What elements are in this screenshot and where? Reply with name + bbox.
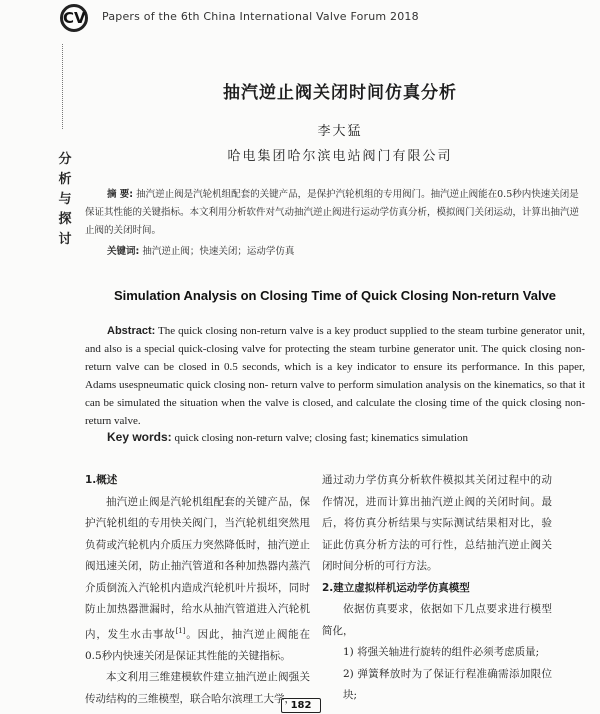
- abstract-en-text: The quick closing non-return valve is a key product supplied to the steam turbine generator unit, and also is a special quick-closing valve for protecting the steam turbine generator unit. The quick closing non-return valve can be closed in 0.5 seconds, which is a key indicator to ensure its performance. In this paper, Adams usespneumatic quick closing non- return valve to perform simulation analysis on the kinematics, so that it can be simulated the situation when the valve is closed, and calculate the closing time of the quick closing non-return valve.: [85, 325, 585, 427]
- body-right-column: [322, 470, 552, 707]
- category-char: 析: [58, 172, 72, 187]
- section-1-paragraph-2: 本文利用三维建模软件建立抽汽逆止阀强关传动结构的三维模型，联合哈尔滨理工大学，: [85, 671, 310, 705]
- author-name: 李大猛: [317, 124, 363, 139]
- section-2-heading: 2.建立虚拟样机运动学仿真模型: [322, 581, 470, 594]
- category-label: [58, 150, 72, 250]
- section-1-paragraph-1: 抽汽逆止阀是汽轮机组配套的关键产品，保护汽轮机组的专用快关阀门，当汽轮机组突然甩负荷或汽轮机内介质压力突然降低时，抽汽逆止阀迅速关闭，防止抽汽管道和各种加热器内蒸汽介质倒流入汽轮机内造成汽轮机叶片损坏，同时防止加热器泄漏时，给水从抽汽管道进入汽轮机内，发生水击事故[1]。因此，抽汽逆止阀能在0.5秒内快速关闭是保证其性能的关键指标。: [85, 495, 311, 662]
- keywords-cn-label: 关键词:: [107, 246, 140, 257]
- paper-title-en: Simulation Analysis on Closing Time of Quick Closing Non-return Valve: [113, 288, 557, 303]
- keywords-cn-text: 抽汽逆止阀；快速关闭；运动学仿真: [142, 246, 295, 257]
- abstract-cn-text: 抽汽逆止阀是汽轮机组配套的关键产品，是保护汽轮机组的专用阀门。抽汽逆止阀能在0.5秒内快速关闭是保证其性能的关键指标。本文利用分析软件对气动抽汽逆止阀进行运动学仿真分析，模拟阀门关闭运动，计算出抽汽逆止阀的关闭时间。: [85, 189, 580, 236]
- cv-logo: CV: [60, 4, 88, 32]
- body-left-column: [85, 470, 310, 710]
- margin-divider: [62, 44, 63, 129]
- abstract-en-label: Abstract:: [107, 325, 156, 337]
- category-char: 分: [58, 152, 72, 167]
- list-item: 1) 将强关轴进行旋转的组件必须考虑质量;: [343, 646, 540, 658]
- continued-paragraph: 通过动力学仿真分析软件模拟其关闭过程中的动作情况，进而计算出抽汽逆止阀的关闭时间。最后，将仿真分析结果与实际测试结果相对比，验证此仿真分析方法的可行性，总结抽汽逆止阀关闭时间分析的可行方法。: [322, 474, 552, 572]
- running-header: Papers of the 6th China International Valve Forum 2018: [102, 10, 419, 23]
- category-char: 讨: [58, 232, 72, 247]
- page-number: 182: [281, 698, 321, 713]
- keywords-en-label: Key words:: [107, 430, 172, 444]
- abstract-cn: [85, 186, 585, 240]
- affiliation: 哈电集团哈尔滨电站阀门有限公司: [227, 149, 453, 164]
- paper-title-cn: 抽汽逆止阀关闭时间仿真分析: [223, 83, 457, 103]
- keywords-en-text: quick closing non-return valve; closing fast; kinematics simulation: [174, 432, 469, 444]
- citation-ref: [1]: [175, 626, 186, 635]
- category-char: 探: [58, 212, 72, 227]
- keywords-en: [107, 430, 577, 444]
- list-item: 2) 弹簧释放时为了保证行程准确需添加限位块;: [343, 667, 552, 701]
- category-char: 与: [58, 192, 72, 207]
- section-1-heading: 1.概述: [85, 474, 118, 486]
- abstract-en: [85, 322, 585, 430]
- keywords-cn: [107, 243, 577, 257]
- abstract-cn-label: 摘 要:: [107, 189, 134, 200]
- section-2-paragraph-1: 依据仿真要求，依据如下几点要求进行模型简化，: [322, 603, 552, 637]
